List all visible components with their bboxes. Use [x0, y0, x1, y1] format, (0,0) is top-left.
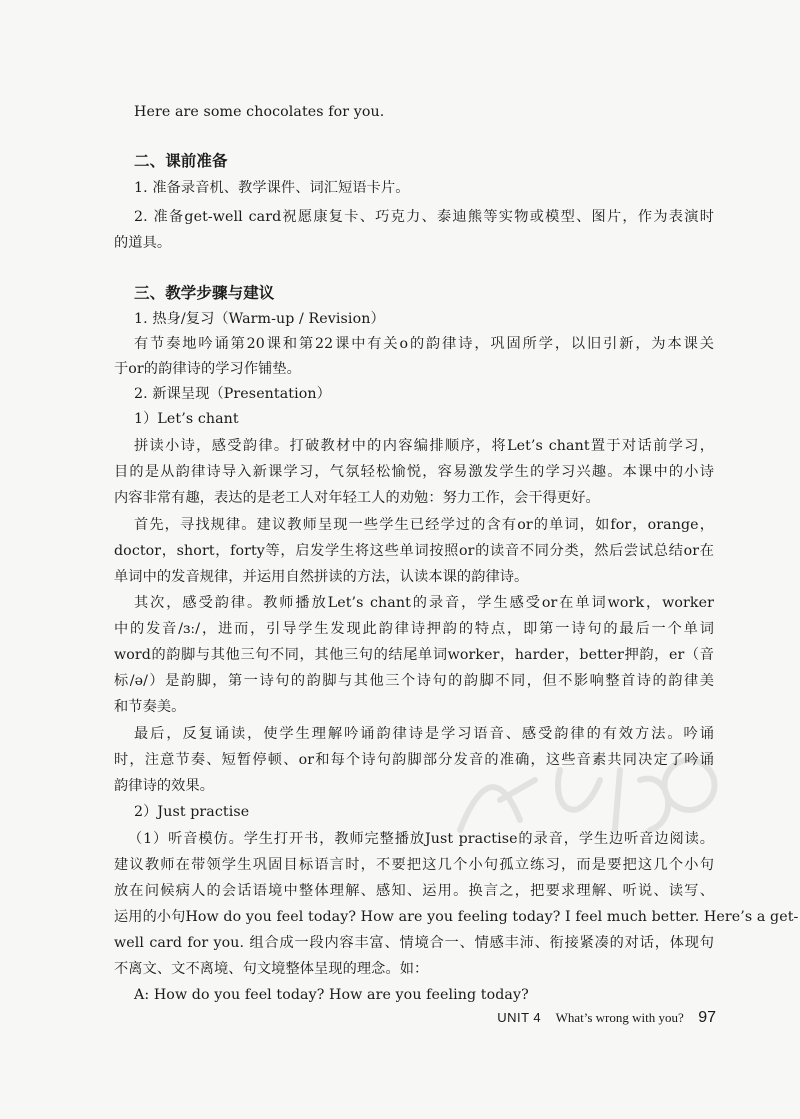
text-line: 1. 准备录音机、教学课件、词汇短语卡片。	[134, 180, 410, 196]
text-line: 内容非常有趣，表达的是老工人对年轻工人的劝勉：努力工作，会干得更好。	[114, 490, 600, 506]
text-line: 其次，感受韵律。教师播放Let’s chant的录音，学生感受or在单词work，worker	[134, 595, 714, 611]
text-line: （1）听音模仿。学生打开书，教师完整播放Just practise的录音，学生边听音边阅读。	[128, 831, 714, 847]
text-line: 运用的小句How do you feel today? How are you feeling today? I feel much better. Here’s a get-	[114, 909, 799, 925]
footer-unit: UNIT 4	[497, 1010, 542, 1025]
text-line: 拼读小诗，感受韵律。打破教材中的内容编排顺序，将Let’s chant置于对话前学习，	[134, 438, 714, 454]
text-line: 和节奏美。	[114, 699, 186, 715]
text-line: 韵律诗的效果。	[114, 778, 215, 794]
footer-title: What’s wrong with you?	[555, 1010, 684, 1025]
text-line: 2. 准备get-well card祝愿康复卡、巧克力、泰迪熊等实物或模型、图片，作为表演时	[134, 209, 714, 225]
page-footer	[0, 1009, 716, 1027]
text-line: doctor，short，forty等，启发学生将这些单词按照or的读音不同分类，然后尝试总结or在	[114, 543, 714, 559]
text-line: 时，注意节奏、短暂停顿、or和每个诗句韵脚部分发音的准确，这些音素共同决定了吟诵	[114, 752, 714, 768]
text-line: 标/ə/）是韵脚，第一诗句的韵脚与其他三个诗句的韵脚不同，但不影响整首诗的韵律美	[114, 673, 714, 689]
text-line: 1. 热身/复习（Warm-up / Revision）	[134, 311, 385, 327]
text-line: 中的发音/ɜː/，进而，引导学生发现此韵律诗押韵的特点，即第一诗句的最后一个单词	[114, 621, 714, 637]
text-line: Here are some chocolates for you.	[134, 104, 385, 120]
section-heading: 二、课前准备	[134, 152, 228, 170]
section-heading: 三、教学步骤与建议	[134, 284, 275, 302]
text-line: 2. 新课呈现（Presentation）	[134, 386, 331, 402]
text-line: well card for you. 组合成一段内容丰富、情境合一、情感丰沛、衔接紧凑的对话，体现句	[114, 935, 714, 951]
text-line: 首先，寻找规律。建议教师呈现一些学生已经学过的含有or的单词，如for，orange，	[134, 517, 714, 533]
page-number: 97	[698, 1009, 716, 1026]
text-line: 于or的韵律诗的学习作铺垫。	[114, 361, 301, 377]
text-line: 最后，反复诵读，使学生理解吟诵韵律诗是学习语音、感受韵律的有效方法。吟诵	[134, 726, 714, 742]
text-line: 2）Just practise	[134, 804, 250, 820]
text-line: 目的是从韵律诗导入新课学习，气氛轻松愉悦，容易激发学生的学习兴趣。本课中的小诗	[114, 464, 714, 480]
text-line: 单词中的发音规律，并运用自然拼读的方法，认读本课的韵律诗。	[114, 569, 529, 585]
text-line: 不离文、文不离境、句文境整体呈现的理念。如：	[114, 961, 429, 977]
text-line: 建议教师在带领学生巩固目标语言时，不要把这几个小句孤立练习，而是要把这几个小句	[114, 857, 714, 873]
text-line: 1）Let’s chant	[134, 411, 239, 427]
text-line: 有节奏地吟诵第20课和第22课中有关o的韵律诗，巩固所学，以旧引新，为本课关	[134, 336, 714, 352]
text-line: 的道具。	[114, 235, 172, 251]
text-line: word的韵脚与其他三句不同，其他三句的结尾单词worker，harder，better押韵，er（音	[114, 647, 714, 663]
text-line: A: How do you feel today? How are you feeling today?	[134, 987, 529, 1003]
text-line: 放在问候病人的会话语境中整体理解、感知、运用。换言之，把要求理解、听说、读写、	[114, 883, 714, 899]
